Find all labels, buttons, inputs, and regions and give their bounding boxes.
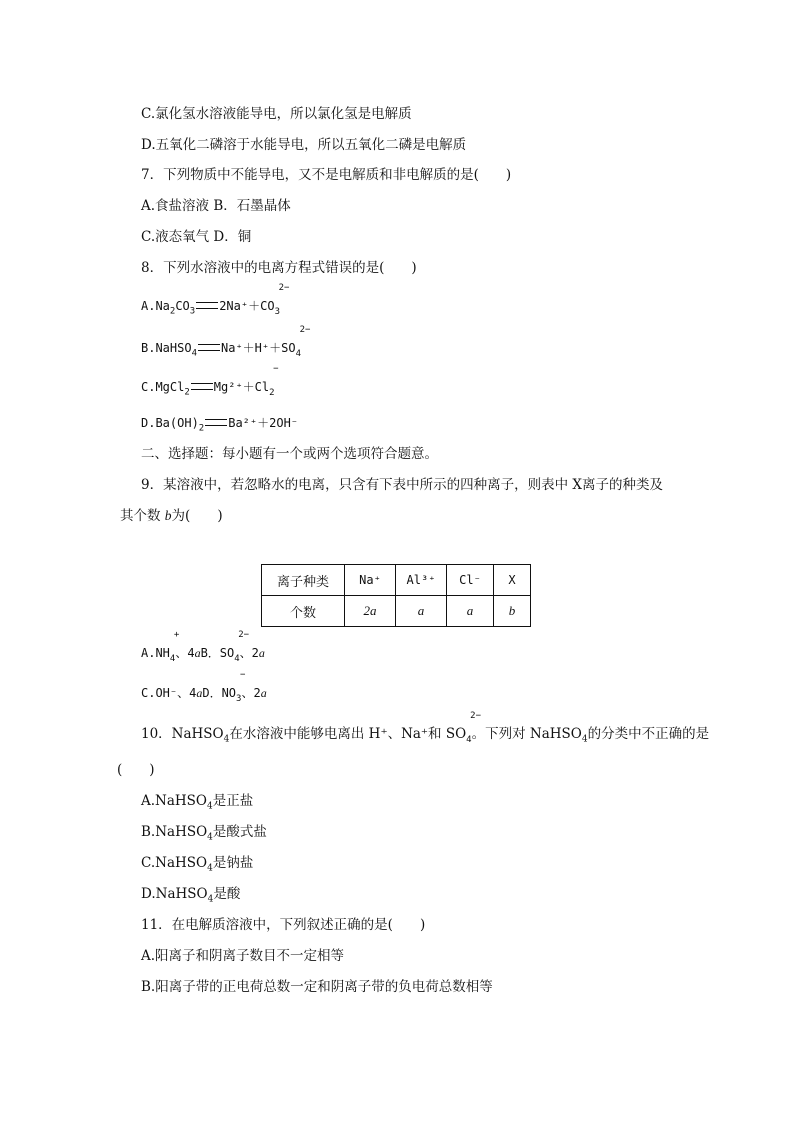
equals-sign <box>205 419 227 426</box>
equals-sign <box>191 383 213 390</box>
q8d-prefix: D.Ba(OH) <box>141 416 199 430</box>
q8c-prefix: C.MgCl <box>141 380 185 394</box>
table-cell: a <box>447 596 494 627</box>
ion-table <box>261 564 531 627</box>
q7-stem: 7．下列物质中不能导电，又不是电解质和非电解质的是( ) <box>141 167 512 183</box>
q9-stem-line2: 其个数 b为( ) <box>120 508 223 524</box>
q9-options-cd: C.OH⁻、4aD．NO − $_3$、2a <box>141 670 267 704</box>
q8b-sub1: 4 <box>191 348 197 359</box>
q8d-sub1: 2 <box>198 423 205 434</box>
equals-sign <box>196 302 218 309</box>
q10-option-a: A.NaHSO$_4$是正盐 <box>141 793 254 812</box>
q8-option-a <box>141 283 290 318</box>
q8a-sub1: 2 <box>169 306 176 317</box>
q8a-ion: 2− $_3$ <box>274 283 290 317</box>
q8b-ion: 2− $_4$ <box>295 325 311 359</box>
q8-option-c <box>141 364 279 399</box>
q6-option-d: D.五氧化二磷溶于水能导电，所以五氧化二磷是电解质 <box>141 137 467 153</box>
table-cell: 个数 <box>262 596 345 627</box>
q10-option-d: D.NaHSO$_4$是酸 <box>141 886 241 905</box>
q6-option-c: C.氯化氢水溶液能导电，所以氯化氢是电解质 <box>141 106 412 122</box>
q8d-rhs: Ba²⁺＋2OH⁻ <box>228 416 299 430</box>
q8c-sub1: 2 <box>184 387 190 398</box>
equals-sign <box>198 344 220 351</box>
q8a-mid: CO <box>175 299 190 313</box>
q10-option-b: B.NaHSO$_4$是酸式盐 <box>141 824 267 843</box>
table-header-cell: Cl⁻ <box>447 565 494 596</box>
q8a-rhs: 2Na⁺＋CO <box>219 299 275 313</box>
q8c-ion: − $_2$ <box>269 364 279 398</box>
q11-stem: 11．在电解质溶液中，下列叙述正确的是( ) <box>141 917 426 933</box>
table-cell: a <box>396 596 447 627</box>
q9-stem-line1: 9．某溶液中，若忽略水的电离，只含有下表中所示的四种离子，则表中 X离子的种类及 <box>141 477 663 493</box>
q8-stem: 8．下列水溶液中的电离方程式错误的是( ) <box>141 260 417 276</box>
table-header-cell: Na⁺ <box>345 565 396 596</box>
q8-option-d <box>141 413 298 433</box>
q10-stem-line2: ( ) <box>117 762 155 778</box>
q9-options-ab: A.NH + $_4$、4aB．SO 2− $_4$、2a <box>141 630 265 664</box>
q11-option-b: B.阳离子带的正电荷总数一定和阴离子带的负电荷总数相等 <box>141 979 493 995</box>
q11-option-a: A.阳离子和阴离子数目不一定相等 <box>141 948 345 964</box>
q7-options-cd: C.液态氧气 D．铜 <box>141 229 252 245</box>
q7-options-ab: A.食盐溶液 B．石墨晶体 <box>141 198 291 214</box>
q8b-rhs: Na⁺＋H⁺＋SO <box>221 341 296 355</box>
table-header-cell: X <box>494 565 531 596</box>
section-heading: 二、选择题：每小题有一个或两个选项符合题意。 <box>141 446 438 462</box>
table-row <box>262 596 531 627</box>
table-row <box>262 565 531 596</box>
table-cell: 2a <box>345 596 396 627</box>
q8c-rhs: Mg²⁺＋Cl <box>213 380 270 394</box>
q8b-prefix: B.NaHSO <box>141 341 192 355</box>
q8a-sub2: 3 <box>189 306 196 317</box>
q8-option-b <box>141 325 311 360</box>
q8a-prefix: A.Na <box>141 299 170 313</box>
q10-stem: 10．NaHSO$_4$在水溶液中能够电离出 H⁺、Na⁺和 SO 2− $_4$。下列对 NaHSO$_4$的分类中不正确的是 <box>141 711 710 745</box>
q10-option-c: C.NaHSO$_4$是钠盐 <box>141 855 254 874</box>
table-cell: b <box>494 596 531 627</box>
table-header-cell: 离子种类 <box>262 565 345 596</box>
table-header-cell: Al³⁺ <box>396 565 447 596</box>
